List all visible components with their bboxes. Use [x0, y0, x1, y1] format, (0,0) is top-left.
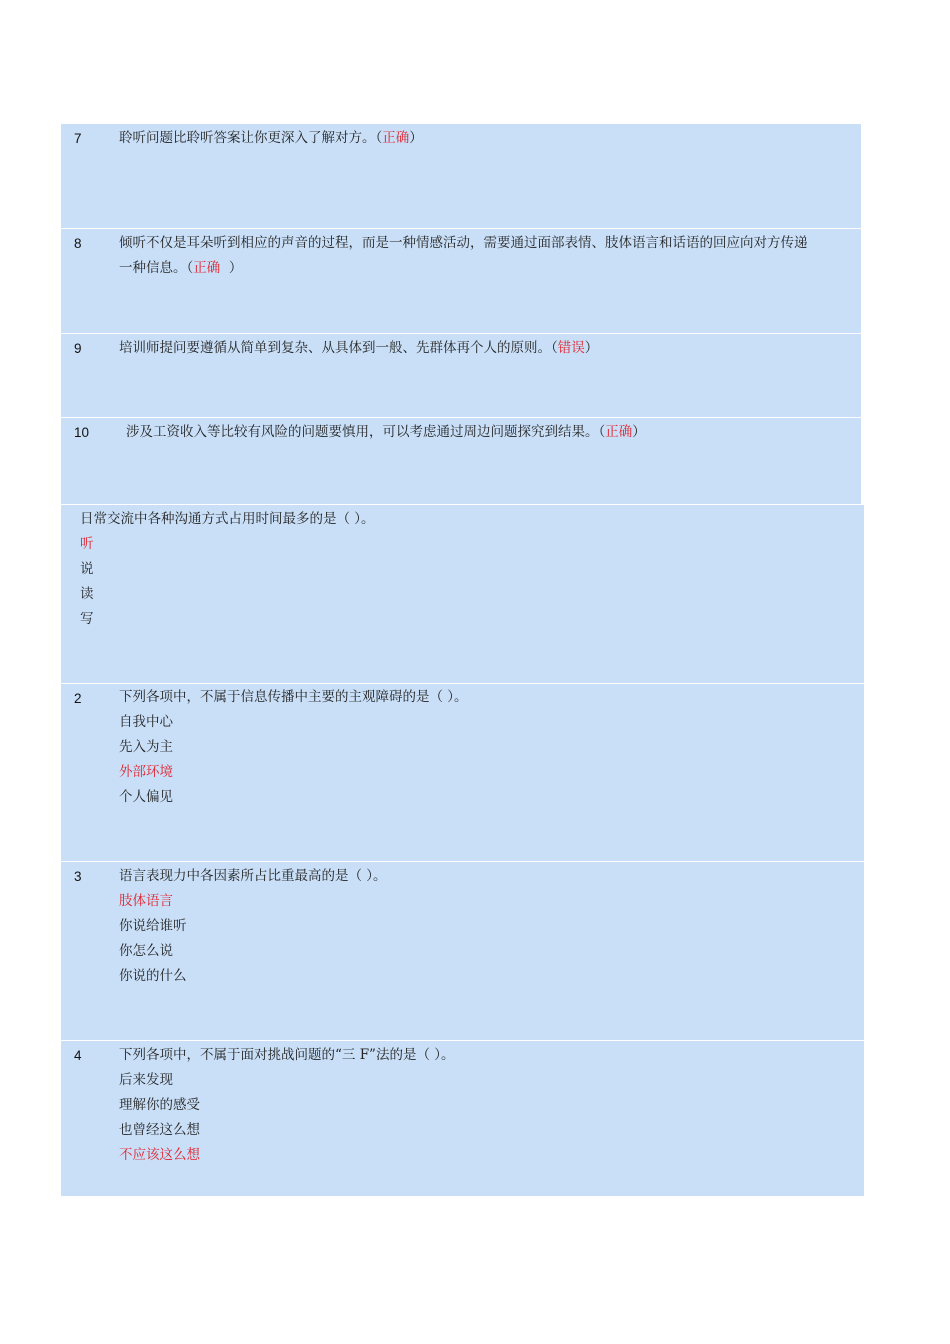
option: 自我中心	[119, 714, 173, 730]
statement: 培训师提问要遵循从简单到复杂、从具体到一般、先群体再个人的原则。（	[119, 340, 558, 356]
question-stem: 下列各项中，不属于信息传播中主要的主观障碍的是（ ）。	[119, 689, 468, 705]
question-number: 4	[74, 1048, 82, 1063]
question-number: 2	[74, 691, 82, 706]
answer-label: 正确	[382, 130, 410, 146]
question-text	[119, 864, 387, 989]
question-number: 10	[74, 425, 90, 440]
question-block-9	[61, 334, 861, 417]
statement-line-2	[119, 256, 808, 281]
option-correct: 肢体语言	[119, 893, 173, 909]
option: 说	[80, 561, 94, 577]
statement: 涉及工资收入等比较有风险的问题要慎用，可以考虑通过周边问题探究到结果。（	[126, 424, 606, 440]
option-correct: 外部环境	[119, 764, 173, 780]
question-block-7	[61, 124, 861, 228]
option: 写	[80, 611, 94, 627]
question-block-10	[61, 418, 861, 504]
option: 后来发现	[119, 1072, 173, 1088]
question-text	[119, 1043, 455, 1168]
question-text	[119, 126, 423, 151]
mc-question-block-3	[61, 862, 864, 1040]
option: 你说给谁听	[119, 918, 187, 934]
question-text	[126, 420, 646, 445]
question-block-8	[61, 229, 861, 333]
statement: 一种信息。（	[119, 260, 194, 276]
question-number: 3	[74, 869, 82, 884]
answer-label: 错误	[557, 340, 585, 356]
question-number: 8	[74, 236, 82, 251]
mc-question-block-1	[61, 505, 864, 683]
question-stem: 下列各项中，不属于面对挑战问题的“三 F”法的是（ ）。	[119, 1047, 455, 1063]
question-text	[119, 336, 598, 361]
paren-close: ）	[409, 130, 423, 146]
option: 先入为主	[119, 739, 173, 755]
question-text	[119, 231, 808, 281]
option-correct: 听	[80, 536, 94, 552]
question-number: 9	[74, 341, 82, 356]
option: 个人偏见	[119, 789, 173, 805]
statement-line-1: 倾听不仅是耳朵听到相应的声音的过程，而是一种情感活动，需要通过面部表情、肢体语言和话语的回应向对方传递	[119, 235, 808, 251]
option-correct: 不应该这么想	[119, 1147, 200, 1163]
answer-label: 正确	[605, 424, 633, 440]
question-text	[119, 685, 468, 810]
option: 你说的什么	[119, 968, 187, 984]
mc-question-block-2	[61, 684, 864, 861]
option: 读	[80, 586, 94, 602]
statement: 聆听问题比聆听答案让你更深入了解对方。（	[119, 130, 383, 146]
answer-label: 正确	[193, 260, 221, 276]
question-number: 7	[74, 131, 82, 146]
option: 也曾经这么想	[119, 1122, 200, 1138]
question-stem: 语言表现力中各因素所占比重最高的是（ ）。	[119, 868, 387, 884]
mc-question-block-4	[61, 1041, 864, 1196]
question-text	[80, 507, 375, 632]
paren-close: ）	[632, 424, 646, 440]
paren-close: ）	[584, 340, 599, 356]
option: 理解你的感受	[119, 1097, 200, 1113]
question-stem: 日常交流中各种沟通方式占用时间最多的是（ ）。	[80, 511, 375, 527]
option: 你怎么说	[119, 943, 173, 959]
paren-close: ）	[220, 260, 243, 276]
